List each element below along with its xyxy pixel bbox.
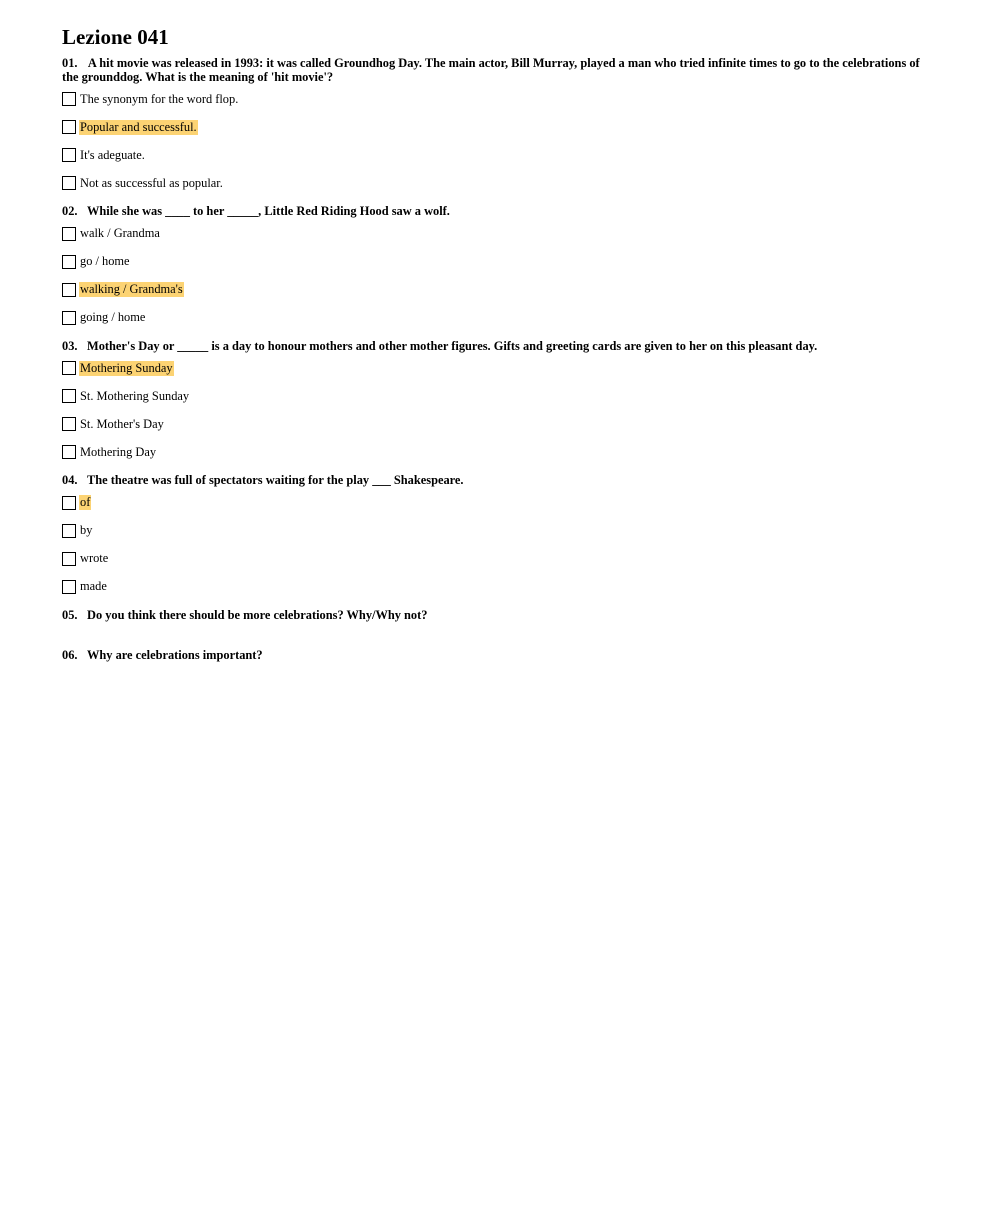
option-checkbox[interactable]: [62, 524, 76, 538]
option-checkbox[interactable]: [62, 580, 76, 594]
question-text: Do you think there should be more celebrations? Why/Why not?: [87, 607, 428, 622]
option-item: [62, 91, 938, 107]
option-label: going / home: [80, 310, 146, 324]
option-label-highlighted: walking / Grandma's: [80, 282, 183, 296]
question-number: 06.: [62, 648, 78, 662]
question-text: Why are celebrations important?: [87, 648, 263, 662]
option-item: [62, 147, 938, 163]
option-checkbox[interactable]: [62, 176, 76, 190]
question-header: [62, 205, 938, 219]
option-label: It's adeguate.: [80, 147, 145, 162]
option-checkbox[interactable]: [62, 311, 76, 325]
option-label: made: [80, 579, 107, 593]
question-number: 02.: [62, 204, 78, 218]
option-item: [62, 310, 938, 326]
option-label: walk / Grandma: [80, 226, 160, 240]
option-checkbox[interactable]: [62, 283, 76, 297]
question-06: [62, 649, 938, 663]
question-number: 03.: [62, 338, 78, 353]
option-checkbox[interactable]: [62, 496, 76, 510]
option-checkbox[interactable]: [62, 255, 76, 269]
question-03: [62, 340, 938, 461]
option-checkbox[interactable]: [62, 417, 76, 431]
option-checkbox[interactable]: [62, 389, 76, 403]
option-item: [62, 444, 938, 460]
option-checkbox[interactable]: [62, 120, 76, 134]
option-label-highlighted: of: [80, 495, 91, 509]
option-item: [62, 416, 938, 432]
option-label: Not as successful as popular.: [80, 175, 223, 190]
option-checkbox[interactable]: [62, 148, 76, 162]
question-number: 04.: [62, 473, 78, 487]
option-checkbox[interactable]: [62, 227, 76, 241]
option-label: wrote: [80, 551, 109, 565]
option-label: The synonym for the word flop.: [80, 91, 239, 106]
option-item: [62, 360, 938, 376]
question-01: [62, 57, 938, 191]
option-item: [62, 495, 938, 511]
question-text: Mother's Day or _____ is a day to honour mothers and other mother figures. Gifts and greeting cards are given to her on this pleasant day.: [87, 338, 818, 353]
question-header: [62, 57, 938, 84]
option-item: [62, 226, 938, 242]
question-header: [62, 474, 938, 488]
option-item: [62, 388, 938, 404]
option-label: by: [80, 523, 93, 537]
question-number: 01.: [62, 56, 78, 70]
question-text: While she was ____ to her _____, Little Red Riding Hood saw a wolf.: [87, 204, 450, 218]
option-checkbox[interactable]: [62, 445, 76, 459]
option-item: [62, 119, 938, 135]
question-02: [62, 205, 938, 326]
option-item: [62, 551, 938, 567]
question-header: [62, 609, 938, 623]
question-text: The theatre was full of spectators waiting for the play ___ Shakespeare.: [87, 473, 464, 487]
option-label: St. Mothering Sunday: [80, 388, 190, 403]
option-item: [62, 579, 938, 595]
option-checkbox[interactable]: [62, 552, 76, 566]
question-04: [62, 474, 938, 595]
question-header: [62, 649, 938, 663]
option-item: [62, 282, 938, 298]
question-number: 05.: [62, 607, 78, 622]
question-text: A hit movie was released in 1993: it was called Groundhog Day. The main actor, Bill Murray, played a man who tried infinite times to go to the celebrations of the grounddog. What is the meaning of 'hit movie'?: [62, 56, 920, 84]
option-checkbox[interactable]: [62, 361, 76, 375]
option-item: [62, 254, 938, 270]
option-label: St. Mother's Day: [80, 416, 164, 431]
option-item: [62, 523, 938, 539]
option-item: [62, 175, 938, 191]
question-header: [62, 340, 938, 354]
option-label: Mothering Day: [80, 444, 157, 459]
page-title: Lezione 041: [62, 25, 169, 49]
option-label-highlighted: Mothering Sunday: [80, 360, 173, 375]
option-label-highlighted: Popular and successful.: [80, 119, 197, 134]
option-label: go / home: [80, 254, 130, 268]
question-05: [62, 609, 938, 623]
option-checkbox[interactable]: [62, 92, 76, 106]
